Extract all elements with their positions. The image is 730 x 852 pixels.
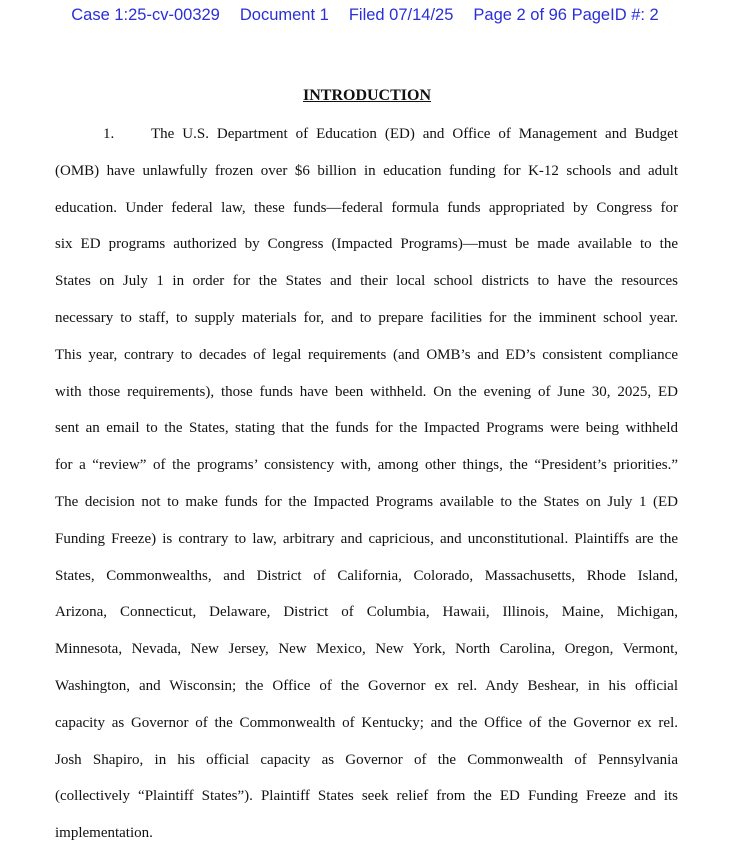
document-number: Document 1 — [239, 6, 329, 24]
paragraph-line: Arizona, Connecticut, Delaware, District of Columbia, Hawaii, Illinois, Maine, Michigan, — [55, 604, 678, 621]
paragraph-line: Josh Shapiro, in his official capacity as Governor of the Commonwealth of Pennsylvania — [55, 751, 678, 768]
paragraph-line: Washington, and Wisconsin; the Office of the Governor ex rel. Andy Beshear, in his official — [55, 677, 678, 694]
paragraph-line: implementation. — [55, 825, 153, 842]
page-info: Page 2 of 96 PageID #: 2 — [473, 6, 659, 24]
paragraph-number: 1. — [103, 126, 115, 142]
section-title: INTRODUCTION — [302, 87, 431, 104]
paragraph-line: for a “review” of the programs’ consistency with, among other things, the “President’s priorities.” — [55, 457, 678, 474]
paragraph-line: States on July 1 in order for the States and their local school districts to have the resources — [55, 273, 678, 290]
paragraph-line: necessary to staff, to supply materials for, and to prepare facilities for the imminent school year. — [55, 309, 678, 326]
paragraph-1 — [55, 116, 678, 852]
paragraph-line — [55, 116, 678, 153]
paragraph-line: Minnesota, Nevada, New Jersey, New Mexico, New York, North Carolina, Oregon, Vermont, — [55, 641, 678, 658]
paragraph-line: capacity as Governor of the Commonwealth of Kentucky; and the Office of the Governor ex rel. — [55, 714, 678, 731]
paragraph-line: (OMB) have unlawfully frozen over $6 billion in education funding for K-12 schools and adult — [55, 162, 678, 179]
paragraph-line: with those requirements), those funds have been withheld. On the evening of June 30, 2025, ED — [55, 383, 678, 400]
paragraph-line: States, Commonwealths, and District of California, Colorado, Massachusetts, Rhode Island, — [55, 567, 678, 584]
paragraph-line-text: The U.S. Department of Education (ED) and Office of Management and Budget — [151, 126, 678, 142]
paragraph-line: This year, contrary to decades of legal requirements (and OMB’s and ED’s consistent compliance — [55, 346, 678, 363]
case-number: Case 1:25-cv-00329 — [71, 6, 220, 24]
paragraph-line: Funding Freeze) is contrary to law, arbitrary and capricious, and unconstitutional. Plaintiffs are the — [55, 530, 678, 547]
paragraph-line: (collectively “Plaintiff States”). Plaintiff States seek relief from the ED Funding Freeze and its — [55, 788, 678, 805]
case-header — [0, 6, 730, 25]
paragraph-line: education. Under federal law, these funds—federal formula funds appropriated by Congress for — [55, 199, 678, 216]
paragraph-line: The decision not to make funds for the Impacted Programs available to the States on July 1 (ED — [55, 493, 678, 510]
paragraph-line: six ED programs authorized by Congress (Impacted Programs)—must be made available to the — [55, 236, 678, 253]
paragraph-line: sent an email to the States, stating that the funds for the Impacted Programs were being withheld — [55, 420, 678, 437]
filed-date: Filed 07/14/25 — [348, 6, 454, 24]
